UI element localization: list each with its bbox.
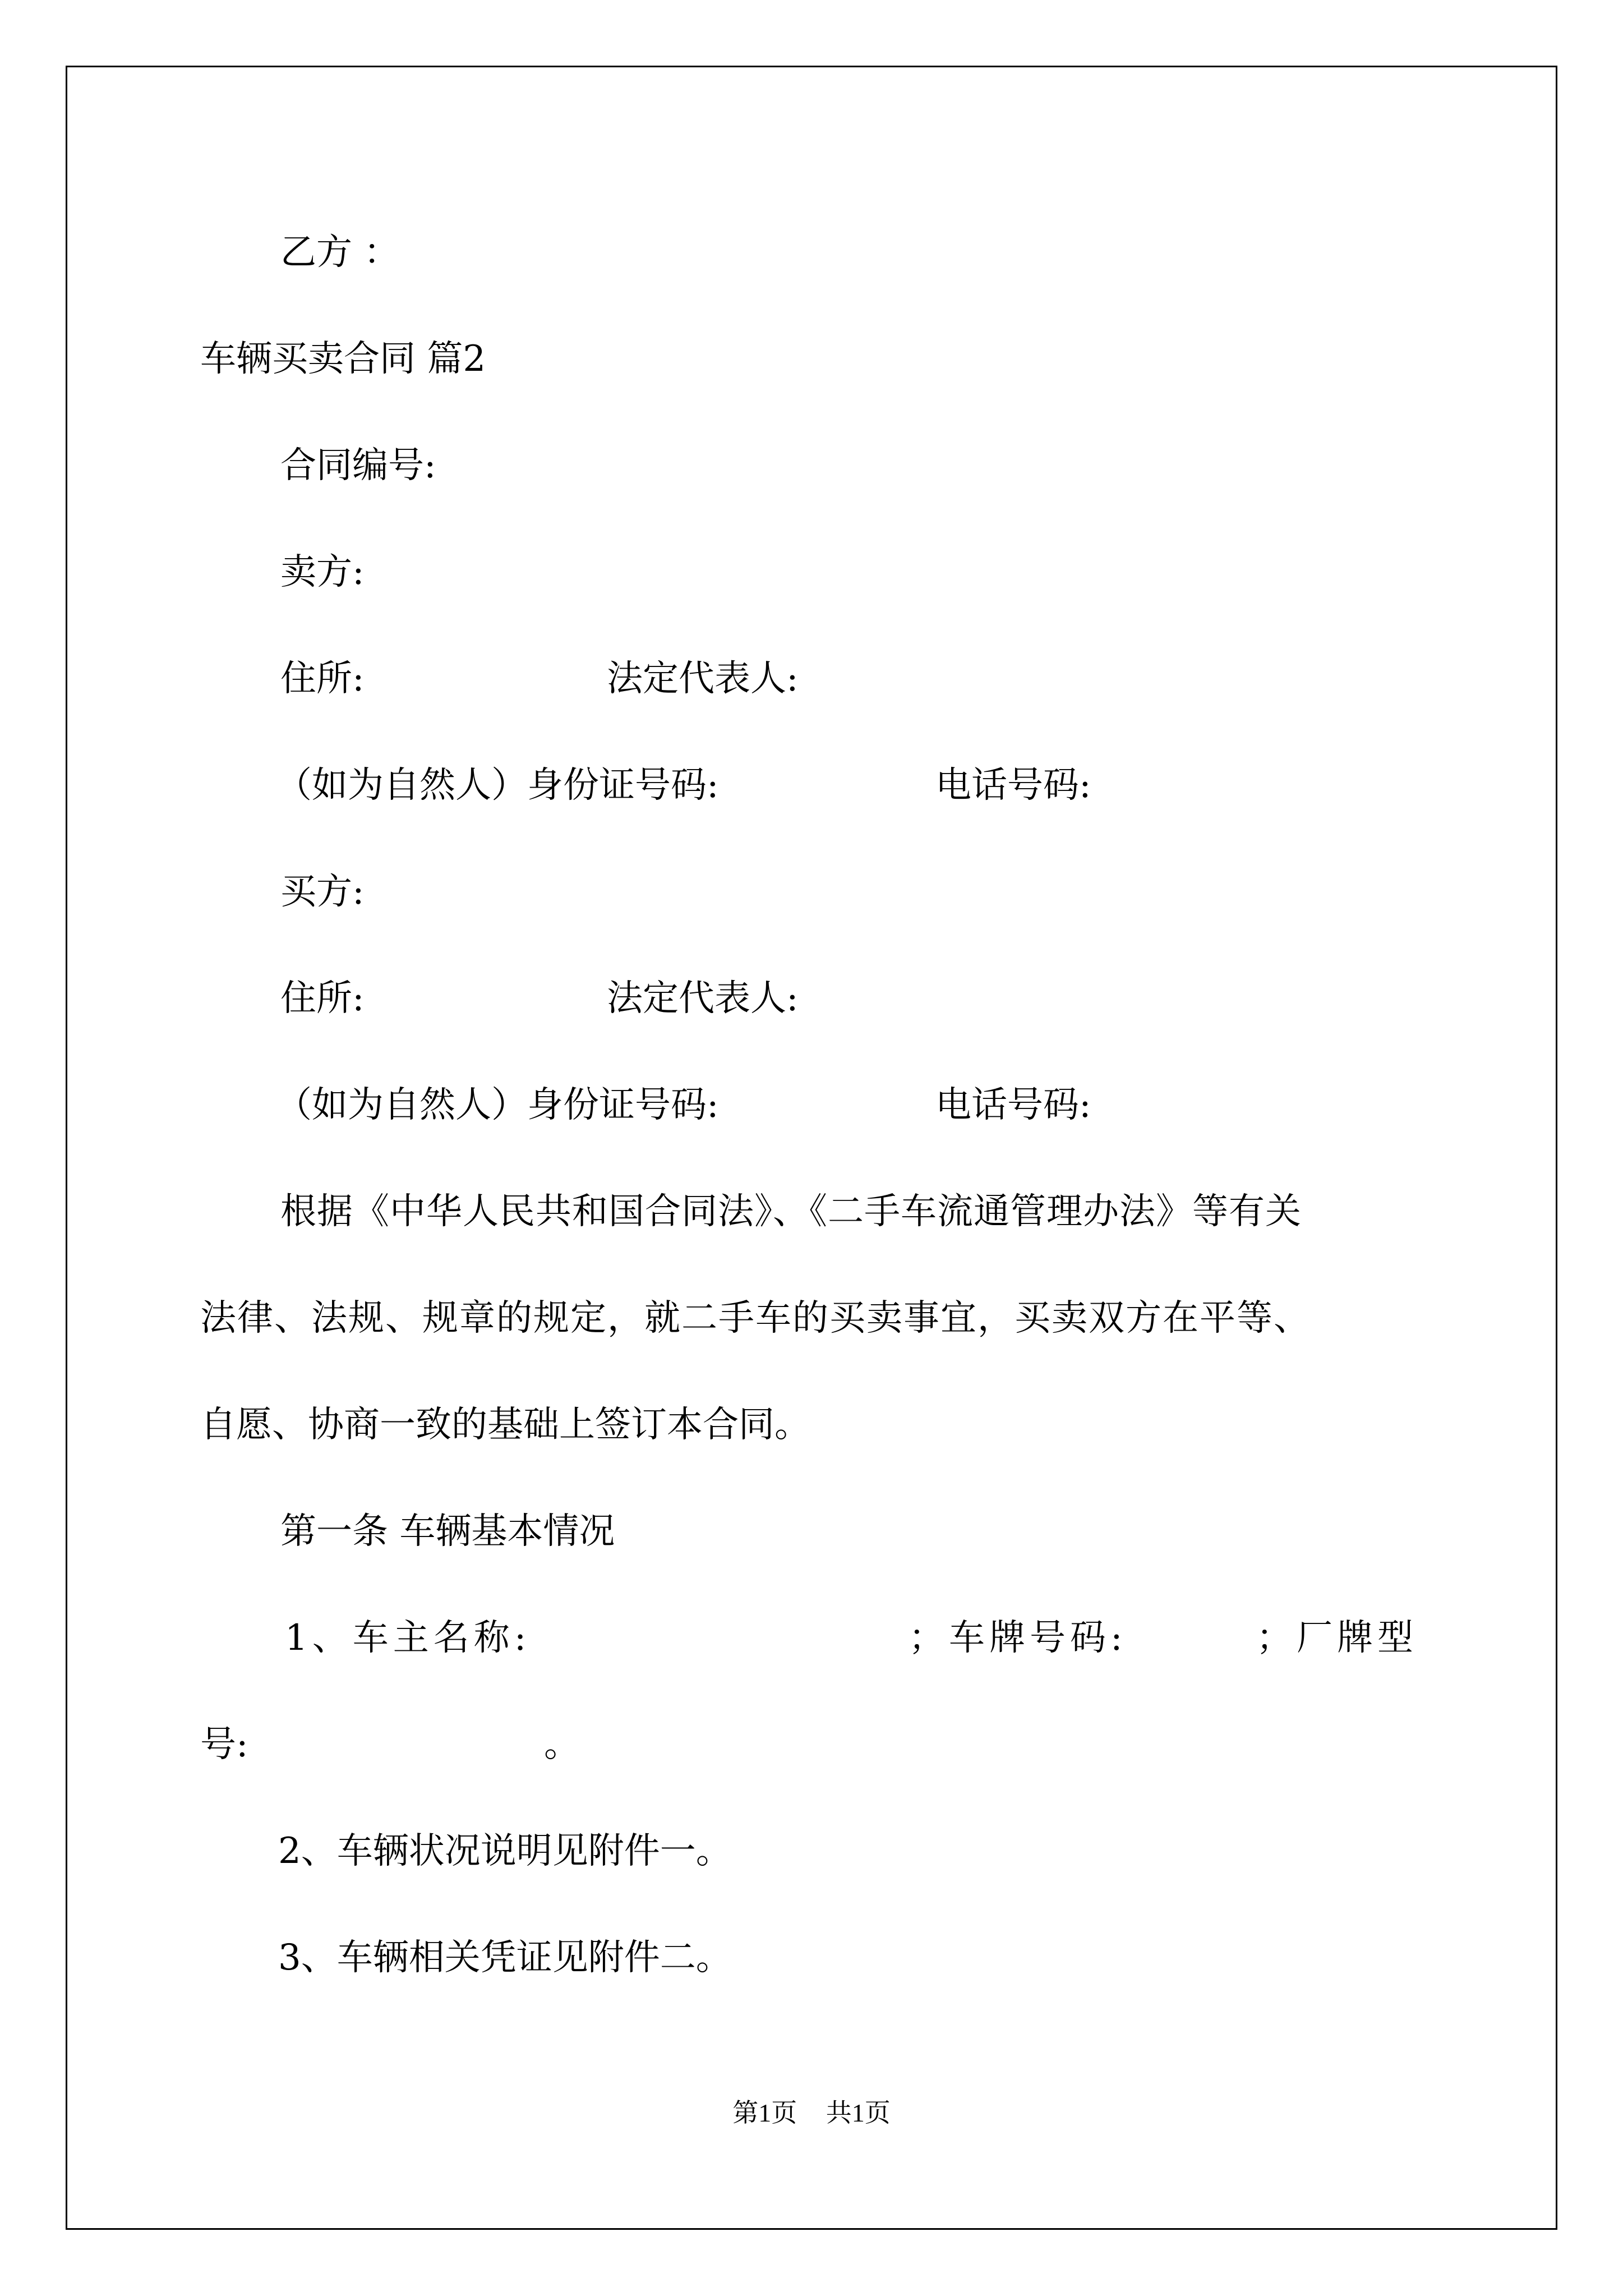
document-title: 车辆买卖合同 篇2 xyxy=(200,338,486,380)
total-pages: 共1页 xyxy=(826,2099,891,2127)
vehicle-owner-label: 1、车主名称: xyxy=(285,1617,531,1659)
buyer-phone-label: 电话号码: xyxy=(935,1084,1091,1126)
buyer-address-label: 住所: xyxy=(280,978,365,1019)
item-3-documents-note: 3、车辆相关凭证见附件二。 xyxy=(278,1937,732,1978)
item-1-period: 。 xyxy=(544,1724,580,1765)
page-footer xyxy=(0,2092,1623,2129)
item-2-condition-note: 2、车辆状况说明见附件一。 xyxy=(278,1830,732,1872)
party-b-line: 乙方 ： xyxy=(280,232,400,273)
basis-paragraph-line-1: 根据《中华人民共和国合同法》、《二手车流通管理办法》等有关 xyxy=(280,1191,1302,1232)
seller-phone-label: 电话号码: xyxy=(935,765,1091,806)
page-border xyxy=(66,66,1557,2230)
seller-address-label: 住所: xyxy=(280,658,365,700)
article-1-heading: 第一条 车辆基本情况 xyxy=(280,1511,615,1552)
buyer-representative-label: 法定代表人: xyxy=(607,978,799,1019)
basis-paragraph-line-3: 自愿、协商一致的基础上签订本合同。 xyxy=(200,1404,810,1446)
page-number: 第1页 xyxy=(732,2099,797,2127)
seller-representative-label: 法定代表人: xyxy=(607,658,799,700)
seller-id-label: （如为自然人）身份证号码: xyxy=(276,765,719,806)
brand-model-label: ；厂牌型 xyxy=(1256,1617,1418,1659)
brand-model-label-continued: 号: xyxy=(200,1724,248,1765)
seller-label: 卖方: xyxy=(280,551,365,593)
plate-number-label: ；车牌号码: xyxy=(909,1617,1127,1659)
contract-number-label: 合同编号: xyxy=(280,445,436,486)
buyer-id-label: （如为自然人）身份证号码: xyxy=(276,1084,719,1126)
basis-paragraph-line-2: 法律、法规、规章的规定，就二手车的买卖事宜，买卖双方在平等、 xyxy=(200,1297,1311,1339)
buyer-label: 买方: xyxy=(280,871,365,913)
